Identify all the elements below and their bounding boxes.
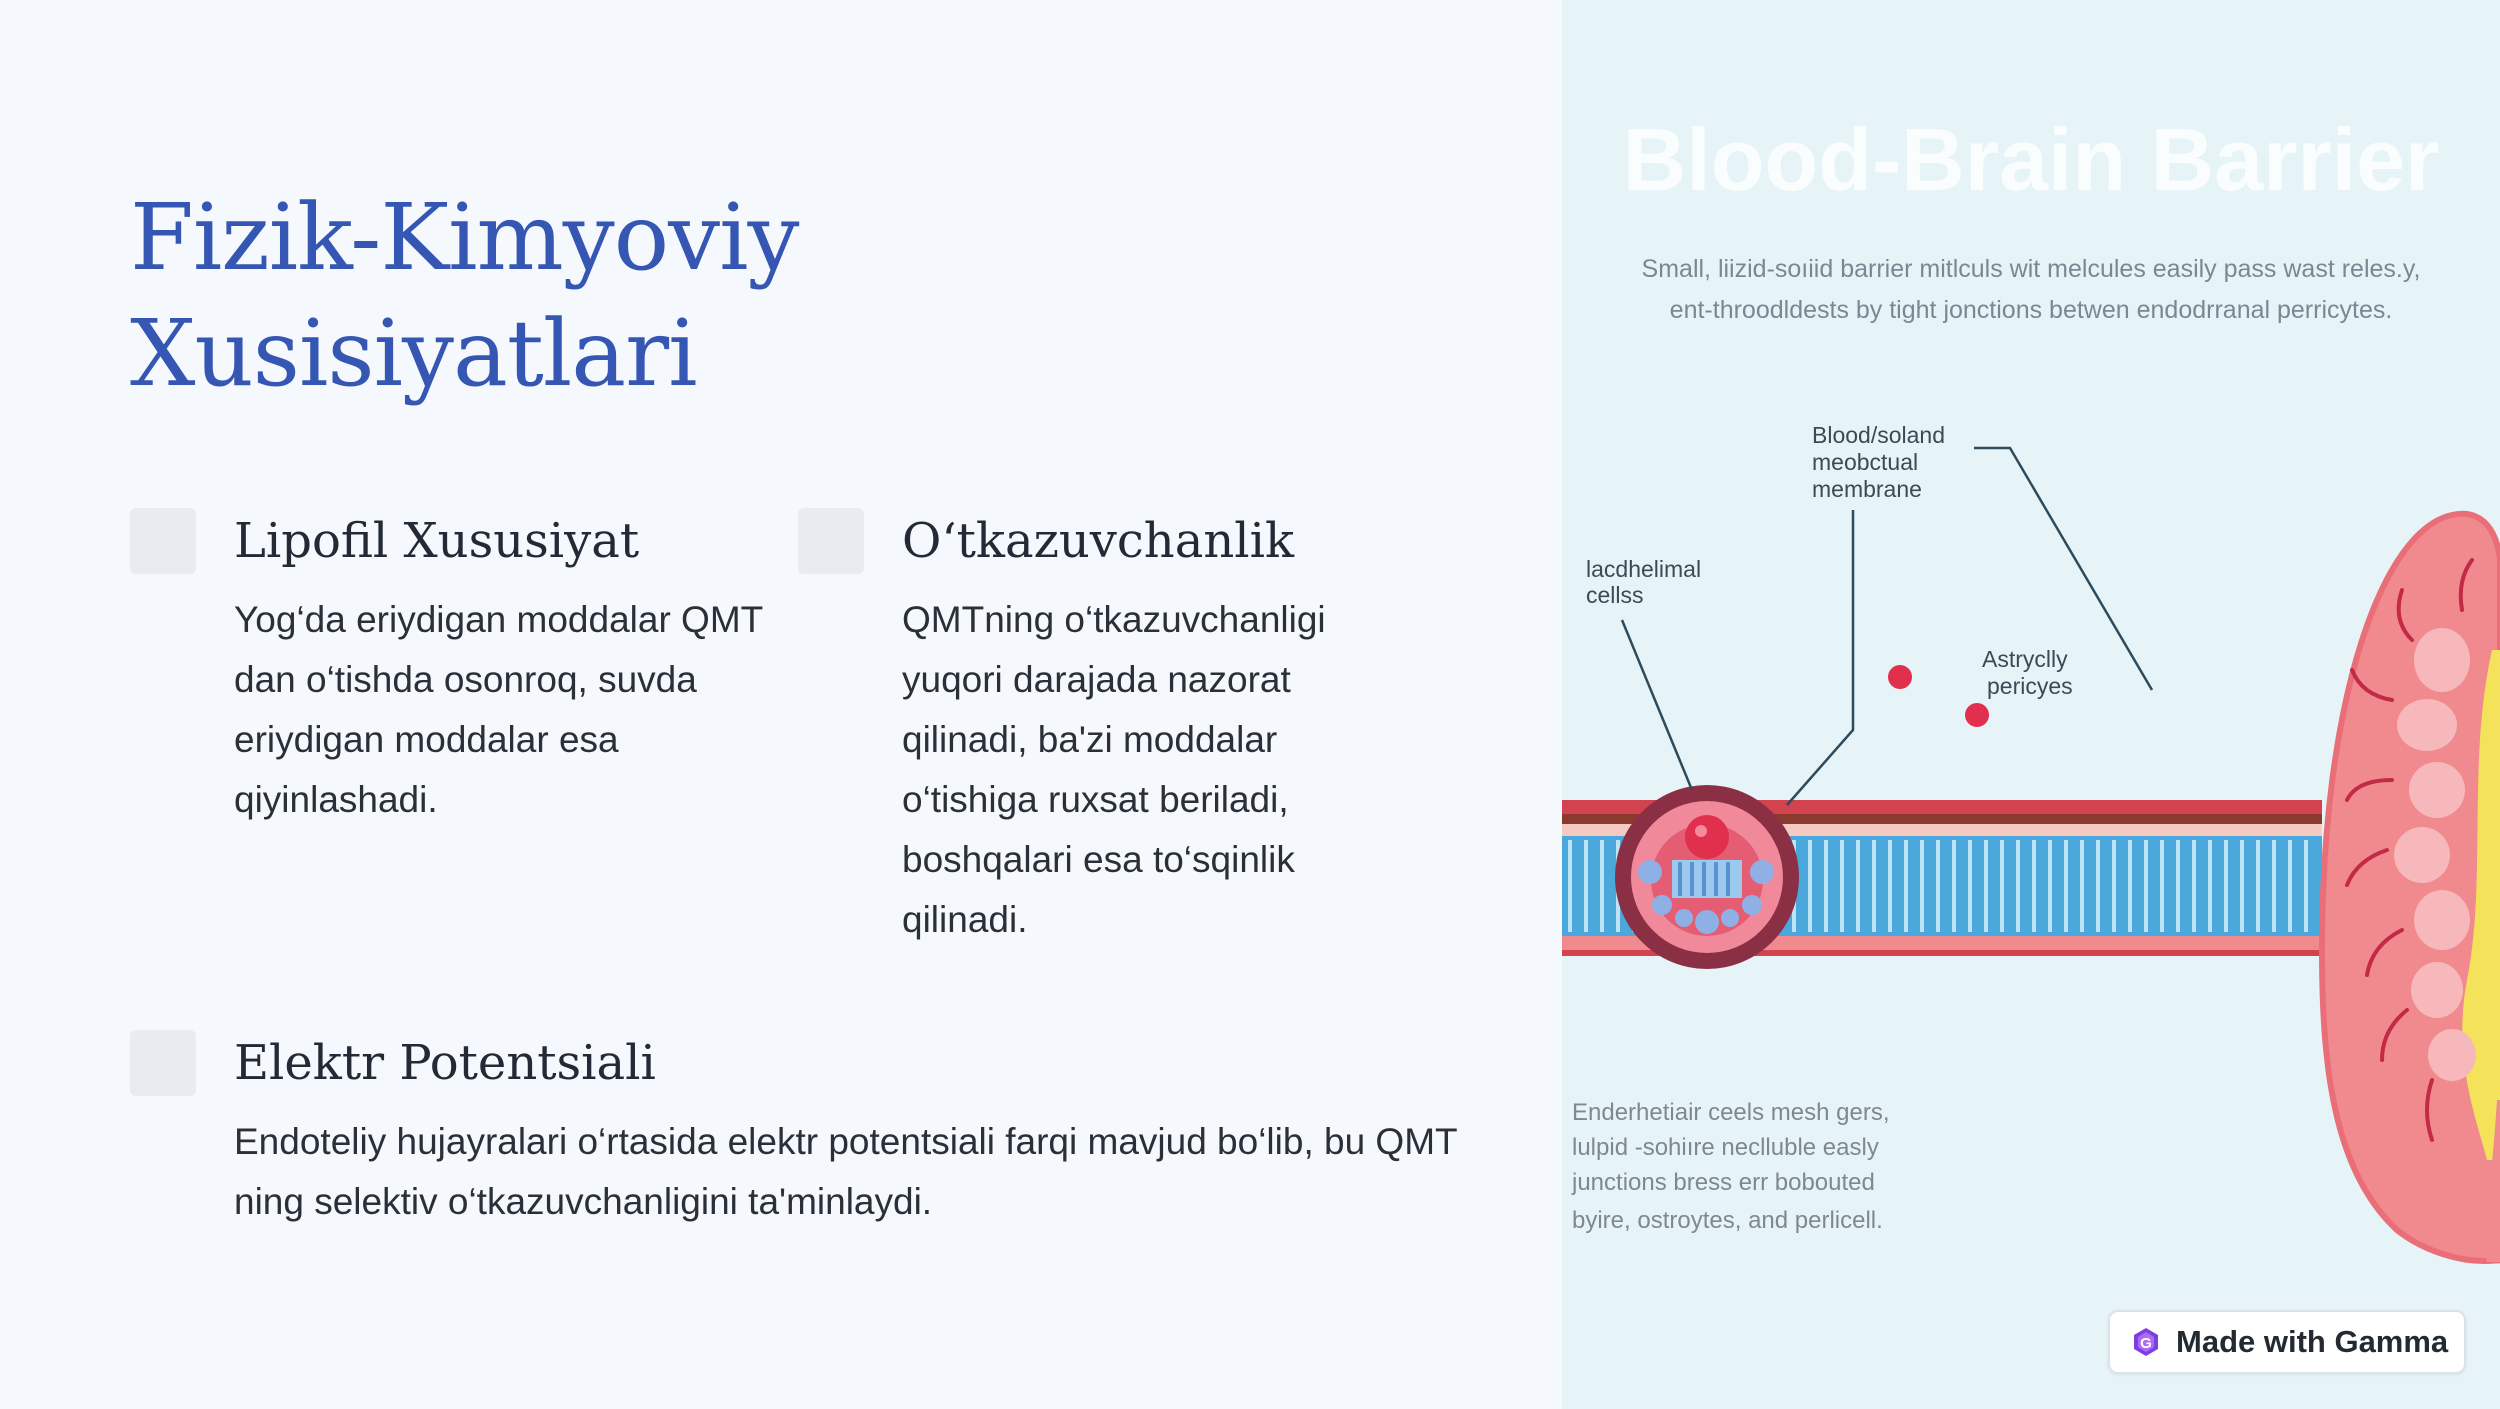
illustration-panel <box>1562 0 2500 1409</box>
feature-text: Endoteliy hujayralari o‘rtasida elektr potentsiali farqi mavjud bo‘lib, bu QMT ning selektiv o‘tkazuvchanligini ta'minlaydi. <box>234 1121 1457 1222</box>
made-with-gamma-badge[interactable] <box>2108 1310 2466 1374</box>
label-endothelial-cells: lacdhelimal cellss <box>1586 556 1702 608</box>
title-line-2: Xusisiyatlari <box>130 300 697 407</box>
illustration-title: Blood-Brain Barrier <box>1622 110 2440 209</box>
feature-heading: Elektr Potentsiali <box>234 1035 656 1091</box>
label-astrocytes: Astryclly pericyes <box>1982 646 2073 699</box>
blood-brain-barrier-illustration <box>1562 0 2500 1409</box>
feature-heading: O‘tkazuvchanlik <box>902 513 1295 569</box>
badge-label: Made with Gamma <box>2176 1324 2449 1359</box>
label-membrane: Blood/soland meobctual membrane <box>1812 422 1945 502</box>
gamma-logo-icon <box>2130 1326 2162 1358</box>
illustration-subtitle-2: ent-throodldests by tight jonctions betwen endodrranal perricytes. <box>1669 296 2393 324</box>
feature-text: QMTning o‘tkazuvchanligi yuqori darajada nazorat qilinadi, ba'zi moddalar o‘tishiga ruxsat beriladi, boshqalari esa to‘sqinlik qilinadi. <box>902 599 1326 940</box>
endothelial-cell <box>1615 785 1799 969</box>
feature-heading: Lipofil Xususiyat <box>234 513 640 569</box>
square-placeholder-icon <box>130 508 196 574</box>
brain-organ <box>2296 514 2500 1262</box>
molecule-dot <box>1965 703 1989 727</box>
square-placeholder-icon <box>798 508 864 574</box>
title-line-1: Fizik-Kimyoviy <box>130 184 799 291</box>
page-title <box>130 180 1130 412</box>
feature-text: Yog‘da eriydigan moddalar QMT dan o‘tishda osonroq, suvda eriydigan moddalar esa qiyinlashadi. <box>234 599 763 820</box>
svg-text:G: G <box>2140 1335 2152 1352</box>
molecule-dot <box>1888 665 1912 689</box>
illustration-footnote: Enderhetiair ceels mesh gers, lulpid -sohiıre neclluble easly junctions bress err bobouted byire, ostroytes, and perlicell. <box>1572 1099 1890 1234</box>
square-placeholder-icon <box>130 1030 196 1096</box>
illustration-subtitle-1: Small, liizid-soıiid barrier mitlculs wit melcules easily pass wast reles.y, <box>1641 255 2421 283</box>
